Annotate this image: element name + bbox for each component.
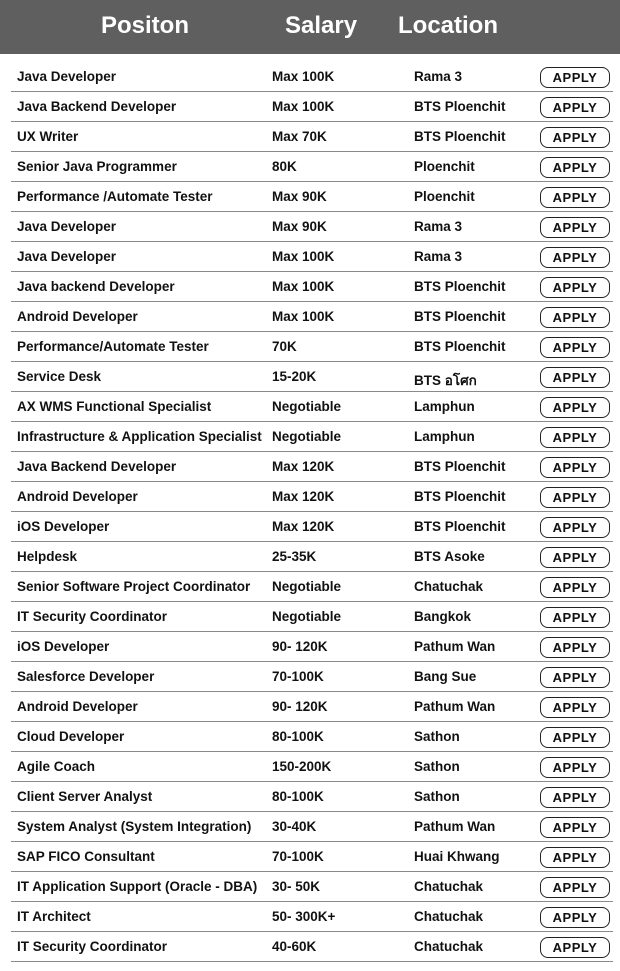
job-location: Sathon xyxy=(414,789,460,804)
job-position: Helpdesk xyxy=(17,549,78,564)
job-position: System Analyst (System Integration) xyxy=(17,819,252,834)
job-location: Ploenchit xyxy=(414,159,475,174)
job-location: BTS Ploenchit xyxy=(414,339,506,354)
job-position: Java Developer xyxy=(17,219,117,234)
job-salary: 30-40K xyxy=(272,819,317,834)
job-row xyxy=(11,902,613,932)
job-location: Pathum Wan xyxy=(414,819,496,834)
job-salary: Negotiable xyxy=(272,429,342,444)
job-row xyxy=(11,722,613,752)
job-location: Pathum Wan xyxy=(414,699,496,714)
job-row xyxy=(11,692,613,722)
job-position: Service Desk xyxy=(17,369,102,384)
job-location: Bangkok xyxy=(414,609,472,624)
job-salary: 150-200K xyxy=(272,759,332,774)
apply-button[interactable]: APPLY xyxy=(540,427,610,448)
job-salary: 80K xyxy=(272,159,297,174)
job-salary: 25-35K xyxy=(272,549,317,564)
job-row xyxy=(11,62,613,92)
apply-button[interactable]: APPLY xyxy=(540,487,610,508)
job-position: Performance /Automate Tester xyxy=(17,189,213,204)
job-location: Bang Sue xyxy=(414,669,477,684)
job-row xyxy=(11,782,613,812)
job-salary: Max 100K xyxy=(272,99,335,114)
job-salary: 80-100K xyxy=(272,729,324,744)
job-salary: 80-100K xyxy=(272,789,324,804)
job-location: BTS Ploenchit xyxy=(414,309,506,324)
job-position: AX WMS Functional Specialist xyxy=(17,399,212,414)
job-row xyxy=(11,542,613,572)
apply-button[interactable]: APPLY xyxy=(540,187,610,208)
job-salary: Max 100K xyxy=(272,309,335,324)
job-row xyxy=(11,242,613,272)
job-location: Chatuchak xyxy=(414,909,484,924)
job-location: Rama 3 xyxy=(414,249,463,264)
job-row xyxy=(11,872,613,902)
apply-button[interactable]: APPLY xyxy=(540,667,610,688)
job-location: Lamphun xyxy=(414,429,475,444)
job-row xyxy=(11,182,613,212)
apply-button[interactable]: APPLY xyxy=(540,397,610,418)
job-row xyxy=(11,392,613,422)
job-location: Chatuchak xyxy=(414,939,484,954)
job-location: Lamphun xyxy=(414,399,475,414)
job-row xyxy=(11,512,613,542)
job-row xyxy=(11,212,613,242)
apply-button[interactable]: APPLY xyxy=(540,907,610,928)
job-salary: Negotiable xyxy=(272,399,342,414)
job-row xyxy=(11,272,613,302)
job-salary: Max 90K xyxy=(272,219,327,234)
job-position: Agile Coach xyxy=(17,759,96,774)
job-location: BTS Ploenchit xyxy=(414,129,506,144)
job-location: Pathum Wan xyxy=(414,639,496,654)
job-row xyxy=(11,602,613,632)
job-row xyxy=(11,752,613,782)
job-salary: 70-100K xyxy=(272,669,324,684)
job-salary: Max 70K xyxy=(272,129,327,144)
job-position: Java Backend Developer xyxy=(17,459,177,474)
apply-button[interactable]: APPLY xyxy=(540,547,610,568)
job-row xyxy=(11,812,613,842)
apply-button[interactable]: APPLY xyxy=(540,637,610,658)
job-position: iOS Developer xyxy=(17,519,110,534)
job-location: BTS Ploenchit xyxy=(414,279,506,294)
job-row xyxy=(11,572,613,602)
job-salary: Max 120K xyxy=(272,459,335,474)
job-row xyxy=(11,932,613,962)
job-location: Sathon xyxy=(414,729,460,744)
job-location: BTS Asoke xyxy=(414,549,485,564)
job-location: BTS Ploenchit xyxy=(414,459,506,474)
apply-button[interactable]: APPLY xyxy=(540,727,610,748)
apply-button[interactable]: APPLY xyxy=(540,577,610,598)
job-salary: Max 90K xyxy=(272,189,327,204)
job-salary: 90- 120K xyxy=(272,699,328,714)
job-position: IT Security Coordinator xyxy=(17,609,168,624)
job-salary: Negotiable xyxy=(272,609,342,624)
job-position: Java backend Developer xyxy=(17,279,175,294)
job-salary: Max 120K xyxy=(272,489,335,504)
apply-button[interactable]: APPLY xyxy=(540,277,610,298)
apply-button[interactable]: APPLY xyxy=(540,517,610,538)
apply-button[interactable]: APPLY xyxy=(540,127,610,148)
job-position: Java Backend Developer xyxy=(17,99,177,114)
job-salary: 15-20K xyxy=(272,369,317,384)
job-location: Ploenchit xyxy=(414,189,475,204)
job-position: Performance/Automate Tester xyxy=(17,339,209,354)
salary-column-header: Salary xyxy=(285,12,358,39)
job-position: Senior Java Programmer xyxy=(17,159,177,174)
apply-button[interactable]: APPLY xyxy=(540,607,610,628)
job-position: Cloud Developer xyxy=(17,729,125,744)
job-salary: Max 120K xyxy=(272,519,335,534)
job-location: Chatuchak xyxy=(414,579,484,594)
job-position: Java Developer xyxy=(17,69,117,84)
job-salary: 30- 50K xyxy=(272,879,321,894)
job-location: Rama 3 xyxy=(414,69,463,84)
job-position: iOS Developer xyxy=(17,639,110,654)
job-salary: Max 100K xyxy=(272,249,335,264)
job-row xyxy=(11,302,613,332)
job-position: Client Server Analyst xyxy=(17,789,153,804)
job-row xyxy=(11,362,613,392)
job-location: BTS อโศก xyxy=(414,373,477,388)
job-salary: 70K xyxy=(272,339,297,354)
job-row xyxy=(11,632,613,662)
job-salary: 40-60K xyxy=(272,939,317,954)
job-row xyxy=(11,422,613,452)
location-column-header: Location xyxy=(398,12,498,39)
apply-button[interactable]: APPLY xyxy=(540,367,610,388)
job-location: BTS Ploenchit xyxy=(414,99,506,114)
job-location: BTS Ploenchit xyxy=(414,489,506,504)
job-position: SAP FICO Consultant xyxy=(17,849,155,864)
job-location: Chatuchak xyxy=(414,879,484,894)
job-salary: Max 100K xyxy=(272,279,335,294)
job-position: UX Writer xyxy=(17,129,79,144)
job-position: IT Application Support (Oracle - DBA) xyxy=(17,879,258,894)
apply-button[interactable]: APPLY xyxy=(540,217,610,238)
apply-button[interactable]: APPLY xyxy=(540,307,610,328)
job-row xyxy=(11,332,613,362)
job-position: Java Developer xyxy=(17,249,117,264)
apply-button[interactable]: APPLY xyxy=(540,337,610,358)
job-location: Sathon xyxy=(414,759,460,774)
position-column-header: Positon xyxy=(101,12,189,39)
job-position: Salesforce Developer xyxy=(17,669,155,684)
job-position: Infrastructure & Application Specialist xyxy=(17,429,262,444)
apply-button[interactable]: APPLY xyxy=(540,757,610,778)
job-position: IT Architect xyxy=(17,909,91,924)
apply-button[interactable]: APPLY xyxy=(540,697,610,718)
job-row xyxy=(11,842,613,872)
job-position: Android Developer xyxy=(17,699,138,714)
job-salary: 90- 120K xyxy=(272,639,328,654)
table-header xyxy=(0,0,620,54)
job-position: Android Developer xyxy=(17,489,138,504)
job-position: Senior Software Project Coordinator xyxy=(17,579,251,594)
job-row xyxy=(11,452,613,482)
apply-button[interactable]: APPLY xyxy=(540,877,610,898)
job-position: Android Developer xyxy=(17,309,138,324)
job-row xyxy=(11,482,613,512)
apply-button[interactable]: APPLY xyxy=(540,247,610,268)
job-position: IT Security Coordinator xyxy=(17,939,168,954)
job-row xyxy=(11,662,613,692)
apply-button[interactable]: APPLY xyxy=(540,787,610,808)
job-row xyxy=(11,152,613,182)
job-salary: 50- 300K+ xyxy=(272,909,336,924)
job-location: Huai Khwang xyxy=(414,849,500,864)
apply-button[interactable]: APPLY xyxy=(540,817,610,838)
apply-button[interactable]: APPLY xyxy=(540,937,610,958)
job-salary: 70-100K xyxy=(272,849,324,864)
apply-button[interactable]: APPLY xyxy=(540,457,610,478)
apply-button[interactable]: APPLY xyxy=(540,97,610,118)
job-location: Rama 3 xyxy=(414,219,463,234)
apply-button[interactable]: APPLY xyxy=(540,847,610,868)
job-salary: Negotiable xyxy=(272,579,342,594)
job-location: BTS Ploenchit xyxy=(414,519,506,534)
job-list xyxy=(11,62,613,962)
apply-button[interactable]: APPLY xyxy=(540,157,610,178)
job-salary: Max 100K xyxy=(272,69,335,84)
job-row xyxy=(11,122,613,152)
apply-button[interactable]: APPLY xyxy=(540,67,610,88)
job-row xyxy=(11,92,613,122)
